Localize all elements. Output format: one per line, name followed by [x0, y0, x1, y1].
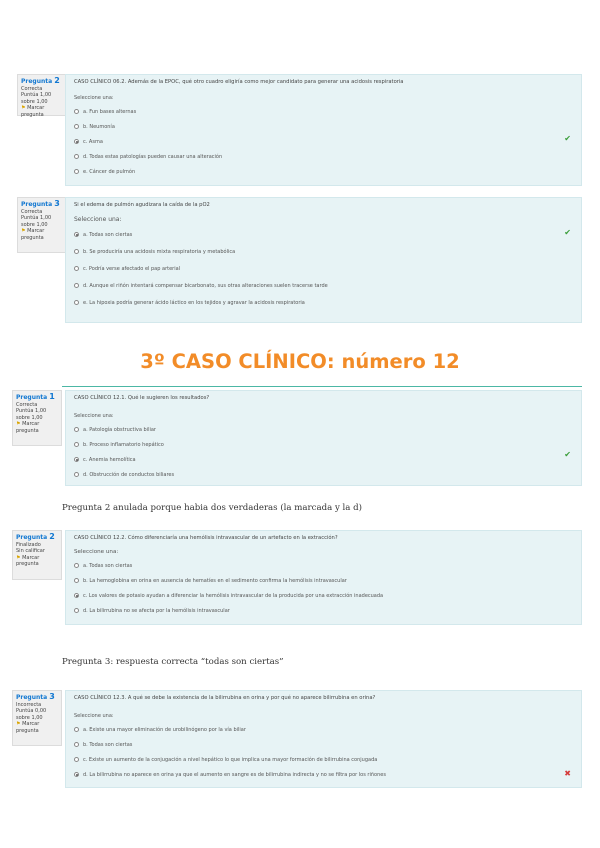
radio-button[interactable] — [74, 109, 79, 114]
answer-option[interactable]: d. La bilirrubina no se afecta por la hemólisis intravascular — [74, 603, 573, 618]
question-score: Puntúa 0,00 sobre 1,00 — [16, 708, 47, 721]
radio-button[interactable] — [74, 727, 79, 732]
flag-icon: ⚑ — [21, 228, 26, 234]
question-content — [65, 530, 582, 625]
question-score: Puntúa 1,00 sobre 1,00 — [21, 92, 52, 105]
flag-icon: ⚑ — [16, 554, 21, 561]
correct-check-icon: ✔ — [564, 450, 571, 459]
answer-option[interactable]: d. Todas estas patologías pueden causar una alteración — [74, 149, 573, 164]
answer-option[interactable]: a. Existe una mayor eliminación de urobilinógeno por la vía biliar — [74, 722, 573, 737]
question-content — [65, 390, 582, 486]
flag-question-link[interactable]: ⚑ Marcar pregunta — [16, 554, 40, 567]
question-score: Sin calificar — [16, 548, 45, 554]
radio-button[interactable] — [74, 300, 79, 305]
radio-button-selected[interactable] — [74, 457, 79, 462]
select-label: Seleccione una: — [74, 216, 122, 223]
correct-check-icon: ✔ — [564, 228, 571, 237]
select-label: Seleccione una: — [74, 713, 114, 719]
question-text: CASO CLÍNICO 12.2. Cómo diferenciaría una hemólisis intravascular de un artefacto en la extracción? — [74, 535, 338, 541]
flag-icon: ⚑ — [16, 421, 21, 427]
question-text: Si el edema de pulmón agudizara la caída de la pO2 — [74, 202, 210, 208]
question-state: Correcta — [21, 208, 43, 215]
answer-option-selected[interactable]: a. Todas son ciertas — [74, 226, 573, 243]
question-block — [12, 530, 582, 625]
select-label: Seleccione una: — [74, 413, 114, 419]
question-text: CASO CLÍNICO 12.1. Qué le sugieren los resultados? — [74, 395, 210, 401]
question-number: Pregunta 2 — [16, 532, 55, 541]
radio-button[interactable] — [74, 427, 79, 432]
radio-button-selected[interactable] — [74, 593, 79, 598]
question-block — [12, 390, 582, 486]
radio-button[interactable] — [74, 742, 79, 747]
select-label: Seleccione una: — [74, 95, 114, 101]
answer-option[interactable]: b. Proceso inflamatorio hepático — [74, 437, 573, 452]
flag-question-link[interactable]: ⚑ Marcar pregunta — [21, 105, 45, 118]
incorrect-cross-icon: ✖ — [564, 769, 571, 778]
question-info — [12, 690, 62, 746]
correct-check-icon: ✔ — [564, 134, 571, 143]
question-info — [12, 530, 62, 580]
question-score: Puntúa 1,00 sobre 1,00 — [21, 215, 52, 228]
select-label: Seleccione una: — [74, 549, 119, 555]
section-heading: 3º CASO CLÍNICO: número 12 — [140, 350, 460, 373]
flag-icon: ⚑ — [16, 721, 21, 727]
answer-option[interactable]: a. Fun bases alternas — [74, 104, 573, 119]
question-info — [12, 390, 62, 446]
answer-option-selected[interactable]: c. Asma — [74, 134, 573, 149]
radio-button-selected[interactable] — [74, 772, 79, 777]
answer-option[interactable]: b. La hemoglobina en orina en ausencia de hematíes en el sedimento confirma la hemólisis intravascular — [74, 573, 573, 588]
radio-button[interactable] — [74, 283, 79, 288]
radio-button[interactable] — [74, 563, 79, 568]
radio-button[interactable] — [74, 266, 79, 271]
radio-button[interactable] — [74, 249, 79, 254]
radio-button[interactable] — [74, 169, 79, 174]
question-text: CASO CLÍNICO 06.2. Además de la EPOC, qué otro cuadro eligiría como mejor candidato para generar una acidosis respiratoria — [74, 79, 404, 85]
radio-button[interactable] — [74, 757, 79, 762]
question-content — [65, 690, 582, 788]
question-number: Pregunta 1 — [16, 392, 55, 401]
answer-option[interactable]: b. Todas son ciertas — [74, 737, 573, 752]
question-state: Correcta — [16, 401, 38, 408]
question-score: Puntúa 1,00 sobre 1,00 — [16, 408, 47, 421]
radio-button-selected[interactable] — [74, 139, 79, 144]
radio-button[interactable] — [74, 472, 79, 477]
answer-option[interactable]: b. Neumonía — [74, 119, 573, 134]
question-state: Incorrecta — [16, 701, 42, 708]
radio-button[interactable] — [74, 442, 79, 447]
answer-option-selected[interactable]: d. La bilirrubina no aparece en orina ya que el aumento en sangre es de bilirrubina indirecta y no se filtra por los riñones — [74, 767, 573, 782]
answer-option[interactable]: a. Todas son ciertas — [74, 558, 573, 573]
answer-option-selected[interactable]: c. Los valores de potasio ayudan a diferenciar la hemólisis intravascular de la producida por una extracción inadecuada — [74, 588, 573, 603]
question-info — [17, 74, 67, 116]
radio-button-selected[interactable] — [74, 232, 79, 237]
answer-option[interactable]: c. Existe un aumento de la conjugación a nivel hepático lo que implica una mayor formación de bilirrubina conjugada — [74, 752, 573, 767]
answer-option-selected[interactable]: c. Anemia hemolítica — [74, 452, 573, 467]
flag-question-link[interactable]: ⚑ Marcar pregunta — [16, 421, 40, 434]
answer-option[interactable]: c. Podría verse afectado el pap arterial — [74, 260, 573, 277]
question-number: Pregunta 3 — [21, 199, 60, 208]
flag-question-link[interactable]: ⚑ Marcar pregunta — [16, 721, 40, 734]
question-number: Pregunta 2 — [21, 76, 60, 85]
flag-question-link[interactable]: ⚑ Marcar pregunta — [21, 228, 45, 241]
annotation-note: Pregunta 3: respuesta correcta “todas son ciertas” — [62, 657, 284, 667]
annotation-note: Pregunta 2 anulada porque habia dos verdaderas (la marcada y la d) — [62, 503, 363, 513]
flag-icon: ⚑ — [21, 105, 26, 111]
radio-button[interactable] — [74, 578, 79, 583]
radio-button[interactable] — [74, 124, 79, 129]
question-block — [12, 690, 582, 788]
question-content — [65, 74, 582, 186]
question-content — [65, 197, 582, 323]
answer-option[interactable]: d. Obstrucción de conductos biliares — [74, 467, 573, 482]
question-state: Correcta — [21, 85, 43, 92]
question-state: Finalizado — [16, 541, 41, 548]
answer-option[interactable]: a. Patología obstructiva biliar — [74, 422, 573, 437]
answer-option[interactable]: b. Se produciría una acidosis mixta respiratoria y metabólica — [74, 243, 573, 260]
radio-button[interactable] — [74, 154, 79, 159]
answer-option[interactable]: e. La hipoxia podría generar ácido láctico en los tejidos y agravar la acidosis respiratoria — [74, 294, 573, 311]
answer-option[interactable]: e. Cáncer de pulmón — [74, 164, 573, 179]
question-text: CASO CLÍNICO 12.3. A qué se debe la existencia de la bilirrubina en orina y por qué no aparece bilirrubina en orina? — [74, 695, 376, 701]
answer-option[interactable]: d. Aunque el riñón intentará compensar bicarbonato, sus otras alteraciones suelen tracerse tarde — [74, 277, 573, 294]
question-info — [17, 197, 67, 253]
radio-button[interactable] — [74, 608, 79, 613]
question-block — [17, 74, 582, 186]
question-number: Pregunta 3 — [16, 692, 55, 701]
question-block — [17, 197, 582, 323]
heading-divider — [62, 386, 582, 387]
